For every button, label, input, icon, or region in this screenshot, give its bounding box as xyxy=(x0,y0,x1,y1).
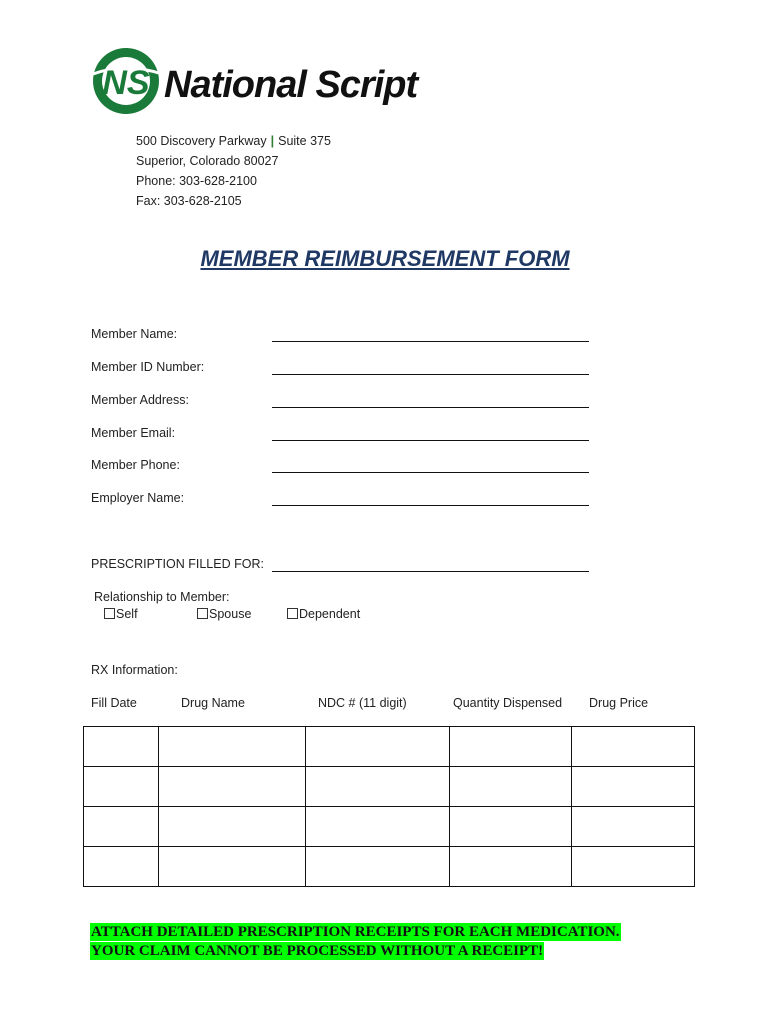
employer-name-label: Employer Name: xyxy=(91,491,185,505)
suite: Suite 375 xyxy=(278,134,331,148)
relationship-dependent-option[interactable] xyxy=(287,607,360,621)
warning-line-2: YOUR CLAIM CANNOT BE PROCESSED WITHOUT A RECEIPT! xyxy=(91,943,544,959)
dependent-label: Dependent xyxy=(299,607,361,621)
table-row xyxy=(84,727,695,767)
column-fill-date: Fill Date xyxy=(91,696,137,710)
spouse-label: Spouse xyxy=(209,607,252,621)
employer-name-field[interactable] xyxy=(272,505,589,506)
address-line-1 xyxy=(136,134,331,148)
drug-name-cell[interactable] xyxy=(158,767,305,807)
street-address: 500 Discovery Parkway xyxy=(136,134,267,148)
form-title: MEMBER REIMBURSEMENT FORM xyxy=(200,246,570,271)
company-name: National Script xyxy=(164,64,418,106)
fill-date-cell[interactable] xyxy=(84,807,159,847)
prescription-filled-for-field[interactable] xyxy=(272,571,589,572)
member-id-label: Member ID Number: xyxy=(91,360,205,374)
fill-date-cell[interactable] xyxy=(84,847,159,887)
prescription-filled-for-label: PRESCRIPTION FILLED FOR: xyxy=(91,557,264,571)
warning-line-1: ATTACH DETAILED PRESCRIPTION RECEIPTS FOR EACH MEDICATION. xyxy=(91,924,620,940)
member-phone-label: Member Phone: xyxy=(91,458,180,472)
table-row xyxy=(84,767,695,807)
ndc-cell[interactable] xyxy=(305,727,450,767)
column-drug-price: Drug Price xyxy=(589,696,649,710)
member-email-label: Member Email: xyxy=(91,426,176,440)
price-cell[interactable] xyxy=(572,807,695,847)
phone-number: Phone: 303-628-2100 xyxy=(136,174,257,188)
ndc-cell[interactable] xyxy=(305,767,450,807)
member-address-label: Member Address: xyxy=(91,393,189,407)
member-name-field[interactable] xyxy=(272,341,589,342)
ndc-cell[interactable] xyxy=(305,847,450,887)
member-email-field[interactable] xyxy=(272,440,589,441)
price-cell[interactable] xyxy=(572,727,695,767)
price-cell[interactable] xyxy=(572,847,695,887)
member-address-field[interactable] xyxy=(272,407,589,408)
self-checkbox[interactable] xyxy=(104,608,115,619)
spouse-checkbox[interactable] xyxy=(197,608,208,619)
table-row xyxy=(84,847,695,887)
drug-name-cell[interactable] xyxy=(158,727,305,767)
quantity-cell[interactable] xyxy=(450,727,572,767)
relationship-label: Relationship to Member: xyxy=(94,590,230,604)
fill-date-cell[interactable] xyxy=(84,767,159,807)
quantity-cell[interactable] xyxy=(450,807,572,847)
column-ndc: NDC # (11 digit) xyxy=(318,696,407,710)
member-id-field[interactable] xyxy=(272,374,589,375)
member-phone-field[interactable] xyxy=(272,472,589,473)
price-cell[interactable] xyxy=(572,767,695,807)
fax-number: Fax: 303-628-2105 xyxy=(136,194,242,208)
ndc-cell[interactable] xyxy=(305,807,450,847)
rx-table xyxy=(83,726,695,887)
city-state-zip: Superior, Colorado 80027 xyxy=(136,154,279,168)
relationship-spouse-option[interactable] xyxy=(197,607,251,621)
column-drug-name: Drug Name xyxy=(181,696,245,710)
drug-name-cell[interactable] xyxy=(158,847,305,887)
table-row xyxy=(84,807,695,847)
quantity-cell[interactable] xyxy=(450,767,572,807)
fill-date-cell[interactable] xyxy=(84,727,159,767)
column-quantity-dispensed: Quantity Dispensed xyxy=(453,696,563,710)
company-logo xyxy=(90,44,420,119)
separator: | xyxy=(270,134,275,148)
logo-monogram: NS xyxy=(102,64,150,102)
national-script-logo-icon xyxy=(90,44,170,119)
self-label: Self xyxy=(116,607,138,621)
member-name-label: Member Name: xyxy=(91,327,178,341)
drug-name-cell[interactable] xyxy=(158,807,305,847)
rx-information-label: RX Information: xyxy=(91,663,178,677)
quantity-cell[interactable] xyxy=(450,847,572,887)
dependent-checkbox[interactable] xyxy=(287,608,298,619)
relationship-self-option[interactable] xyxy=(104,607,138,621)
